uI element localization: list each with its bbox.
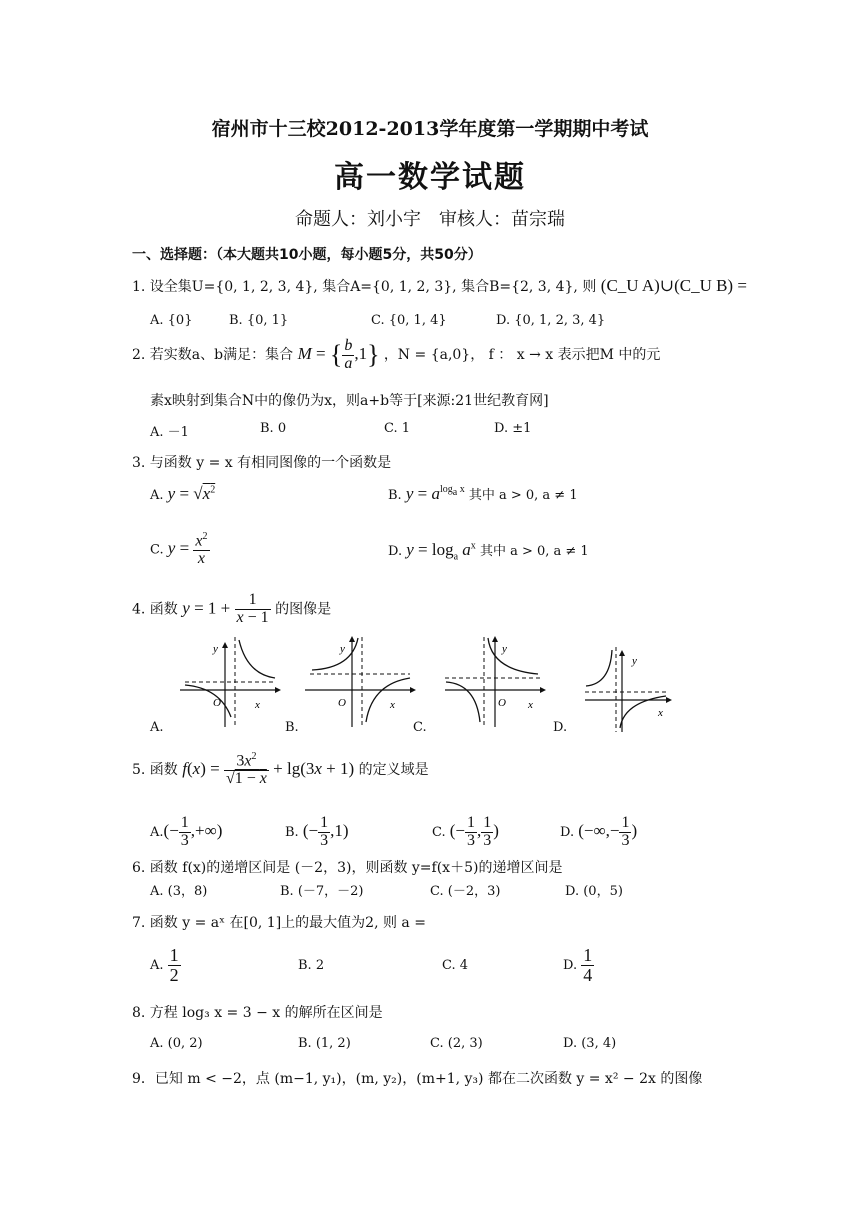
svg-text:x: x bbox=[658, 707, 663, 719]
q4-graph-c bbox=[440, 632, 555, 732]
q8-option-a: A. (0, 2) bbox=[150, 1036, 203, 1051]
q6-option-b: B. (－7，－2) bbox=[280, 884, 364, 899]
exam-title: 宿州市十三校2012-2013学年度第一学期期中考试 bbox=[211, 118, 649, 140]
question-2 bbox=[132, 338, 660, 373]
svg-text:O: O bbox=[498, 697, 506, 709]
q6-option-a: A. (3，8) bbox=[150, 884, 208, 899]
svg-text:x: x bbox=[528, 699, 533, 711]
q8-option-d: D. (3, 4) bbox=[563, 1036, 617, 1051]
q5-option-a: A.(− $\frac{1}{3}$ ,+∞) bbox=[150, 814, 223, 849]
q4-label-a: A. bbox=[150, 720, 164, 735]
q1-option-d: D. {0, 1, 2, 3, 4} bbox=[496, 313, 606, 328]
q2-stem-mid: ，N = {a,0}， f ： x → x 表示把M 中的元 bbox=[383, 347, 661, 364]
q4-label-b: B. bbox=[285, 720, 299, 735]
q1-stem: 1. 设全集U={0, 1, 2, 3, 4}, 集合A={0, 1, 2, 3}, 集合B={2, 3, 4}, 则 bbox=[132, 279, 597, 295]
q3-option-a: A. $y = √x^2$ bbox=[150, 484, 216, 503]
q5-option-c: C. (− $\frac{1}{3}$ , $\frac{1}{3}$ ) bbox=[432, 814, 499, 849]
q3-option-c: C. y = $\frac{x^2}{x}$ bbox=[150, 531, 208, 568]
q1-option-b: B. {0, 1} bbox=[229, 313, 289, 328]
svg-text:y: y bbox=[340, 643, 345, 655]
q2-option-d: D. ±1 bbox=[494, 421, 532, 436]
svg-text:x: x bbox=[390, 699, 395, 711]
q3-option-b: B. $y = a^{log_a x}$ 其中 a > 0, a ≠ 1 bbox=[388, 484, 578, 503]
subject-title: 高一数学试题 bbox=[334, 160, 526, 195]
question-6: 6. 函数 f(x)的递增区间是 (－2，3)，则函数 y=f(x＋5)的递增区间是 bbox=[132, 860, 563, 876]
authors-line: 命题人：刘小宇 审核人：苗宗瑞 bbox=[295, 209, 565, 230]
q2-option-c: C. 1 bbox=[384, 421, 411, 436]
q6-option-d: D. (0，5) bbox=[565, 884, 623, 899]
axis-y: y bbox=[213, 643, 218, 655]
q4-graph-d bbox=[580, 642, 680, 734]
svg-text:O: O bbox=[213, 697, 221, 709]
q2-option-b: B. 0 bbox=[260, 421, 287, 436]
svg-text:x: x bbox=[255, 699, 260, 711]
q7-option-b: B. 2 bbox=[298, 958, 325, 973]
question-1 bbox=[132, 276, 747, 296]
q2-option-a: A. －1 bbox=[150, 425, 189, 440]
question-4: 4. 函数 y = 1 + $\frac{1}{x - 1}$ 的图像是 bbox=[132, 591, 332, 626]
section-heading: 一、选择题：（本大题共10小题，每小题5分，共50分） bbox=[132, 247, 482, 263]
q4-label-d: D. bbox=[553, 720, 568, 735]
q5-option-b: B. (− $\frac{1}{3}$ ,1) bbox=[285, 814, 349, 849]
svg-text:y: y bbox=[502, 643, 507, 655]
q4-graph-a bbox=[175, 632, 285, 732]
q6-option-c: C. (－2，3) bbox=[430, 884, 501, 899]
q2-line2: 素x映射到集合N中的像仍为x，则a+b等于[来源:21世纪教育网] bbox=[150, 393, 549, 409]
q1-expr: (C_U A)∪(C_U B) = bbox=[600, 276, 747, 295]
q7-option-a: A. $\frac{1}{2}$ bbox=[150, 945, 179, 985]
q8-option-c: C. (2, 3) bbox=[430, 1036, 483, 1051]
q8-option-b: B. (1, 2) bbox=[298, 1036, 351, 1051]
q1-option-c: C. {0, 1, 4} bbox=[371, 313, 447, 328]
question-7: 7. 函数 y = aˣ 在[0, 1]上的最大值为2, 则 a = bbox=[132, 915, 426, 931]
q2-stem-pre: 2. 若实数a、b满足：集合 bbox=[132, 347, 294, 364]
q4-graph-b bbox=[300, 632, 420, 732]
q3-option-d: D. $y = \log_a a^x$ 其中 a > 0, a ≠ 1 bbox=[388, 540, 589, 563]
q5-option-d: D. (−∞,− $\frac{1}{3}$ ) bbox=[560, 814, 638, 849]
question-5: 5. 函数 f(x) = $\frac{3x^2}{√1 - x}$ + lg(3x + 1) 的定义域是 bbox=[132, 751, 429, 788]
question-8: 8. 方程 log₃ x = 3 − x 的解所在区间是 bbox=[132, 1005, 383, 1021]
q7-option-d: D. $\frac{1}{4}$ bbox=[563, 945, 593, 985]
svg-text:O: O bbox=[338, 697, 346, 709]
q4-label-c: C. bbox=[413, 720, 427, 735]
question-3: 3. 与函数 y = x 有相同图像的一个函数是 bbox=[132, 455, 392, 471]
q7-option-c: C. 4 bbox=[442, 958, 469, 973]
question-9: 9．已知 m < −2，点 (m−1, y₁)，(m, y₂)，(m+1, y₃) 都在二次函数 y = x² − 2x 的图像 bbox=[132, 1071, 703, 1087]
q2-set-m: M = { $\frac{b}{a}$ ,1} bbox=[297, 337, 380, 372]
svg-text:y: y bbox=[632, 655, 637, 667]
q1-option-a: A. {0} bbox=[150, 313, 193, 328]
